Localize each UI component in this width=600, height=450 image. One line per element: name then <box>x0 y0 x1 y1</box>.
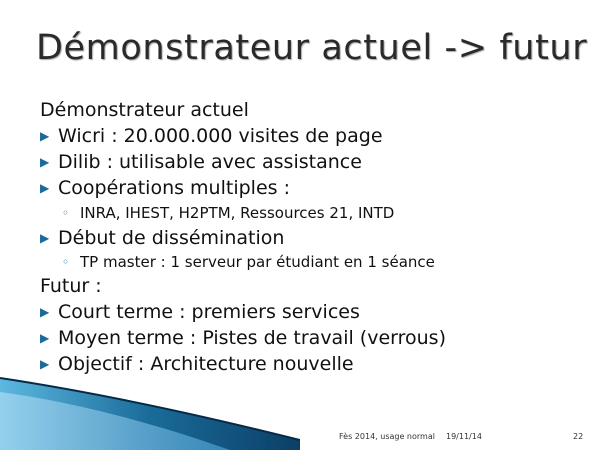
bullet-text: Coopérations multiples : <box>58 177 290 199</box>
section-heading-future: Futur : <box>40 275 102 297</box>
triangle-right-icon: ▶ <box>40 305 50 319</box>
triangle-right-icon: ▶ <box>40 155 50 169</box>
bullet-text: Court terme : premiers services <box>58 301 360 323</box>
section-heading-current: Démonstrateur actuel <box>40 99 249 121</box>
bullet-item <box>40 123 383 149</box>
bullet-item <box>40 351 354 377</box>
sub-bullet-item <box>62 203 394 223</box>
bullet-text: Wicri : 20.000.000 visites de page <box>58 125 383 147</box>
triangle-right-icon: ▶ <box>40 129 50 143</box>
sub-bullet-text: TP master : 1 serveur par étudiant en 1 séance <box>80 253 435 271</box>
bullet-item <box>40 225 284 251</box>
footer-page-number: 22 <box>573 432 584 441</box>
bullet-item <box>40 299 360 325</box>
decorative-swoosh <box>0 370 300 450</box>
sub-bullet-text: INRA, IHEST, H2PTM, Ressources 21, INTD <box>80 204 395 222</box>
bullet-item <box>40 149 362 175</box>
circle-icon: ◦ <box>62 206 70 220</box>
slide-title: Démonstrateur actuel -> futur <box>36 28 588 68</box>
sub-bullet-item <box>62 252 435 272</box>
bullet-text: Objectif : Architecture nouvelle <box>58 353 354 375</box>
bullet-text: Début de dissémination <box>58 227 285 249</box>
bullet-text: Dilib : utilisable avec assistance <box>58 151 362 173</box>
circle-icon: ◦ <box>62 255 70 269</box>
footer-event: Fès 2014, usage normal <box>339 432 435 441</box>
footer-date: 19/11/14 <box>446 432 482 441</box>
triangle-right-icon: ▶ <box>40 181 50 195</box>
triangle-right-icon: ▶ <box>40 331 50 345</box>
triangle-right-icon: ▶ <box>40 357 50 371</box>
bullet-text: Moyen terme : Pistes de travail (verrous) <box>58 327 446 349</box>
triangle-right-icon: ▶ <box>40 231 50 245</box>
bullet-item <box>40 325 446 351</box>
bullet-item <box>40 175 290 201</box>
